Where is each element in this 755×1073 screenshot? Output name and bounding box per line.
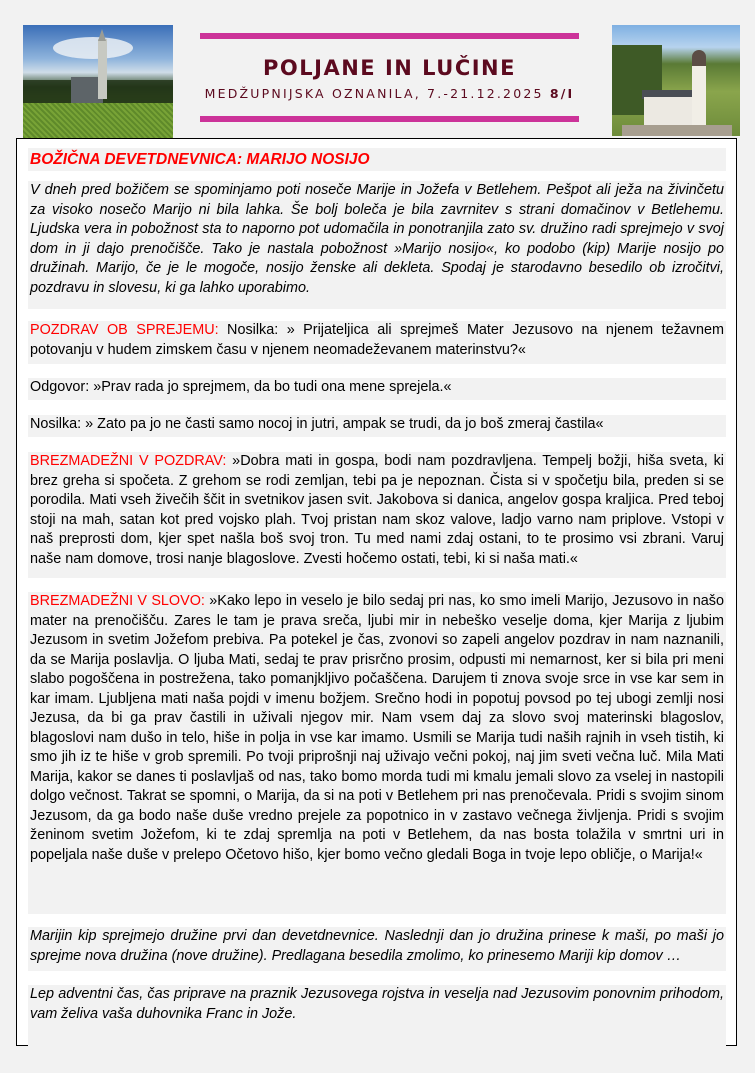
welcome-text: »Dobra mati in gospa, bodi nam pozdravljena. Tempelj božji, hiša sveta, ki brez greha si spočeta. Z grehom se rodi zemljan, tebi pa je nepoznan. Čista si v spočetju bila, preden si se porodila. Mati vseh živečih ščit in svetnikov jasen svit. Jakobova si danica, angelov gospa kraljica. Pred teboj stoji na mah, satan kot pred vojsko plah. Tvoj pristan nam skoz valove, ladjo varno nam priplove. Vstopi v naš preprosti dom, kjer spet našla boš svoj tron. Tu med nami zdaj ostani, to te prosimo vsi zbrani. Varuj naše nam domove, trosi nanje blagoslove. Zvesti hočemo ostati, tebi, ki si naša mati.« bbox=[30, 453, 724, 567]
farewell-text: »Kako lepo in veselo je bilo sedaj pri nas, ko smo imeli Marijo, Jezusovo in našo mater na prenočišču. Zares le tam je prava sreča, ljubi mir in nebeško veselje doma, kjer Marija z ljubim Jezusom in svetim Jožefom prebiva. Pa potekel je čas, zvonovi so zapeli angelov pozdrav in nam naznanili, da se Marija poslavlja. O ljuba Mati, sedaj te prav prisrčno prosim, odpusti mi nemarnost, ker si bila pri meni slabo pogoščena in postrežena, tako pomanjkljivo počaščena. Darujem ti znova svoje srce in vse kar sem in kar imam. Ljubljena mati naša pojdi v imenu božjem. Srečno hodi in popotuj povsod po tej ubogi zemlji nosi Jezusa, da bi ga prav častili in uživali njegov mir. Nam vsem daj za slovo svoj materinski blagoslov, blagoslovi nam dušo in telo, hiše in polja in vse kar imamo. Usmili se Marija tudi naših rajnih in vseh tistih, ki smo jih iz te hiše v grob spremili. Po tvoji priprošnji naj uživajo večni pokoj, naj jim sveti večna luč. Mila Mati Marija, kakor se danes ti poslavljaš od nas, tako bomo morda tudi mi kmalu jemali slovo za vselej in nastopili dolgo večnost. Takrat se spomni, o Marija, da si na poti v Betlehem pri nas prenočevala. Pridi s svojim sinom Jezusom, da ga bodo naše duše vredno prejele za popotnico in v zastavo večnega življenja. Pridi s svojim ženinom svetim Jožefom, ki te zdaj spremlja na poti v Betlehem, da nas bosta tolažila v smrtni uri in popeljala naše duše v prelepo Očetovo hišo, kjer bomo večno gledali Boga in tvoje lepo obličje, o Marija!« bbox=[30, 593, 724, 863]
page-subtitle bbox=[200, 86, 579, 101]
bell-tower bbox=[98, 39, 107, 99]
spire bbox=[98, 29, 106, 41]
church-tower-meadow-photo bbox=[23, 25, 173, 138]
farewell-paragraph bbox=[28, 592, 726, 914]
answer-paragraph: Odgovor: »Prav rada jo sprejmem, da bo tudi ona mene sprejela.« bbox=[28, 378, 726, 400]
issue-number: 8/I bbox=[549, 86, 575, 101]
welcome-paragraph bbox=[28, 452, 726, 578]
bearer-paragraph: Nosilka: » Zato pa jo ne časti samo nocoj in jutri, ampak se trudi, da jo boš zmeraj častila« bbox=[28, 415, 726, 437]
page-title: POLJANE IN LUČINE bbox=[263, 56, 516, 80]
bulletin-dates: MEDŽUPNIJSKA OZNANILA, 7.-21.12.2025 bbox=[204, 86, 544, 101]
meadow bbox=[23, 103, 173, 138]
greeting-label: POZDRAV OB SPREJEMU: bbox=[30, 322, 219, 338]
church-nave bbox=[644, 97, 694, 127]
greeting-paragraph bbox=[28, 321, 726, 364]
welcome-label: BREZMADEŽNI V POZDRAV: bbox=[30, 453, 227, 469]
article-heading: BOŽIČNA DEVETDNEVNICA: MARIJO NOSIJO bbox=[28, 148, 726, 171]
header-rule-top bbox=[200, 33, 579, 39]
intro-paragraph: V dneh pred božičem se spominjamo poti noseče Marije in Jožefa v Betlehem. Pešpot ali ježa na živinčetu za visoko nosečo Marijo ni bila lahka. Še bolj boleča je bila zavrnitev s strani domačinov v Betlehemu. Ljudska vera in pobožnost sta to naporno pot udomačila in ponotranjila zato sv. družino radi sprejmejo v svoj dom in ji dajo prenočišče. Tako je nastala pobožnost »Marijo nosijo«, ko podobo (kip) Marije nosijo po družinah. Marijo, če je le mogoče, nosijo ženske ali dekleta. Spodaj je starodavno besedilo ob izročitvi, pozdravu in slovesu, ki ga lahko uporabimo. bbox=[28, 181, 726, 309]
cloud-shape bbox=[53, 37, 133, 59]
tower-cupola bbox=[692, 50, 706, 66]
stone-wall bbox=[622, 125, 732, 136]
greeting-text: Nosilka: » Prijateljica ali sprejmeš Mater Jezusovo na njenem težavnem potovanju v hudem zimskem času v njenem neomadeževanem materinstvu?« bbox=[30, 322, 724, 358]
bell-tower bbox=[692, 65, 706, 127]
note-paragraph: Marijin kip sprejmejo družine prvi dan devetdnevnice. Naslednji dan jo družina prinese k maši, po maši jo sprejme nova družina (nove družine). Predlagana besedila zmolimo, ko prinesemo Mariji kip domov … bbox=[28, 927, 726, 971]
article-box bbox=[16, 138, 737, 1046]
farewell-label: BREZMADEŽNI V SLOVO: bbox=[30, 593, 205, 609]
header-rule-bottom bbox=[200, 116, 579, 122]
hillside-church-photo bbox=[612, 25, 740, 136]
closing-paragraph: Lep adventni čas, čas priprave na praznik Jezusovega rojstva in veselja nad Jezusovim ponovnim prihodom, vam želiva vaša duhovnika Franc in Jože. bbox=[28, 985, 726, 1051]
